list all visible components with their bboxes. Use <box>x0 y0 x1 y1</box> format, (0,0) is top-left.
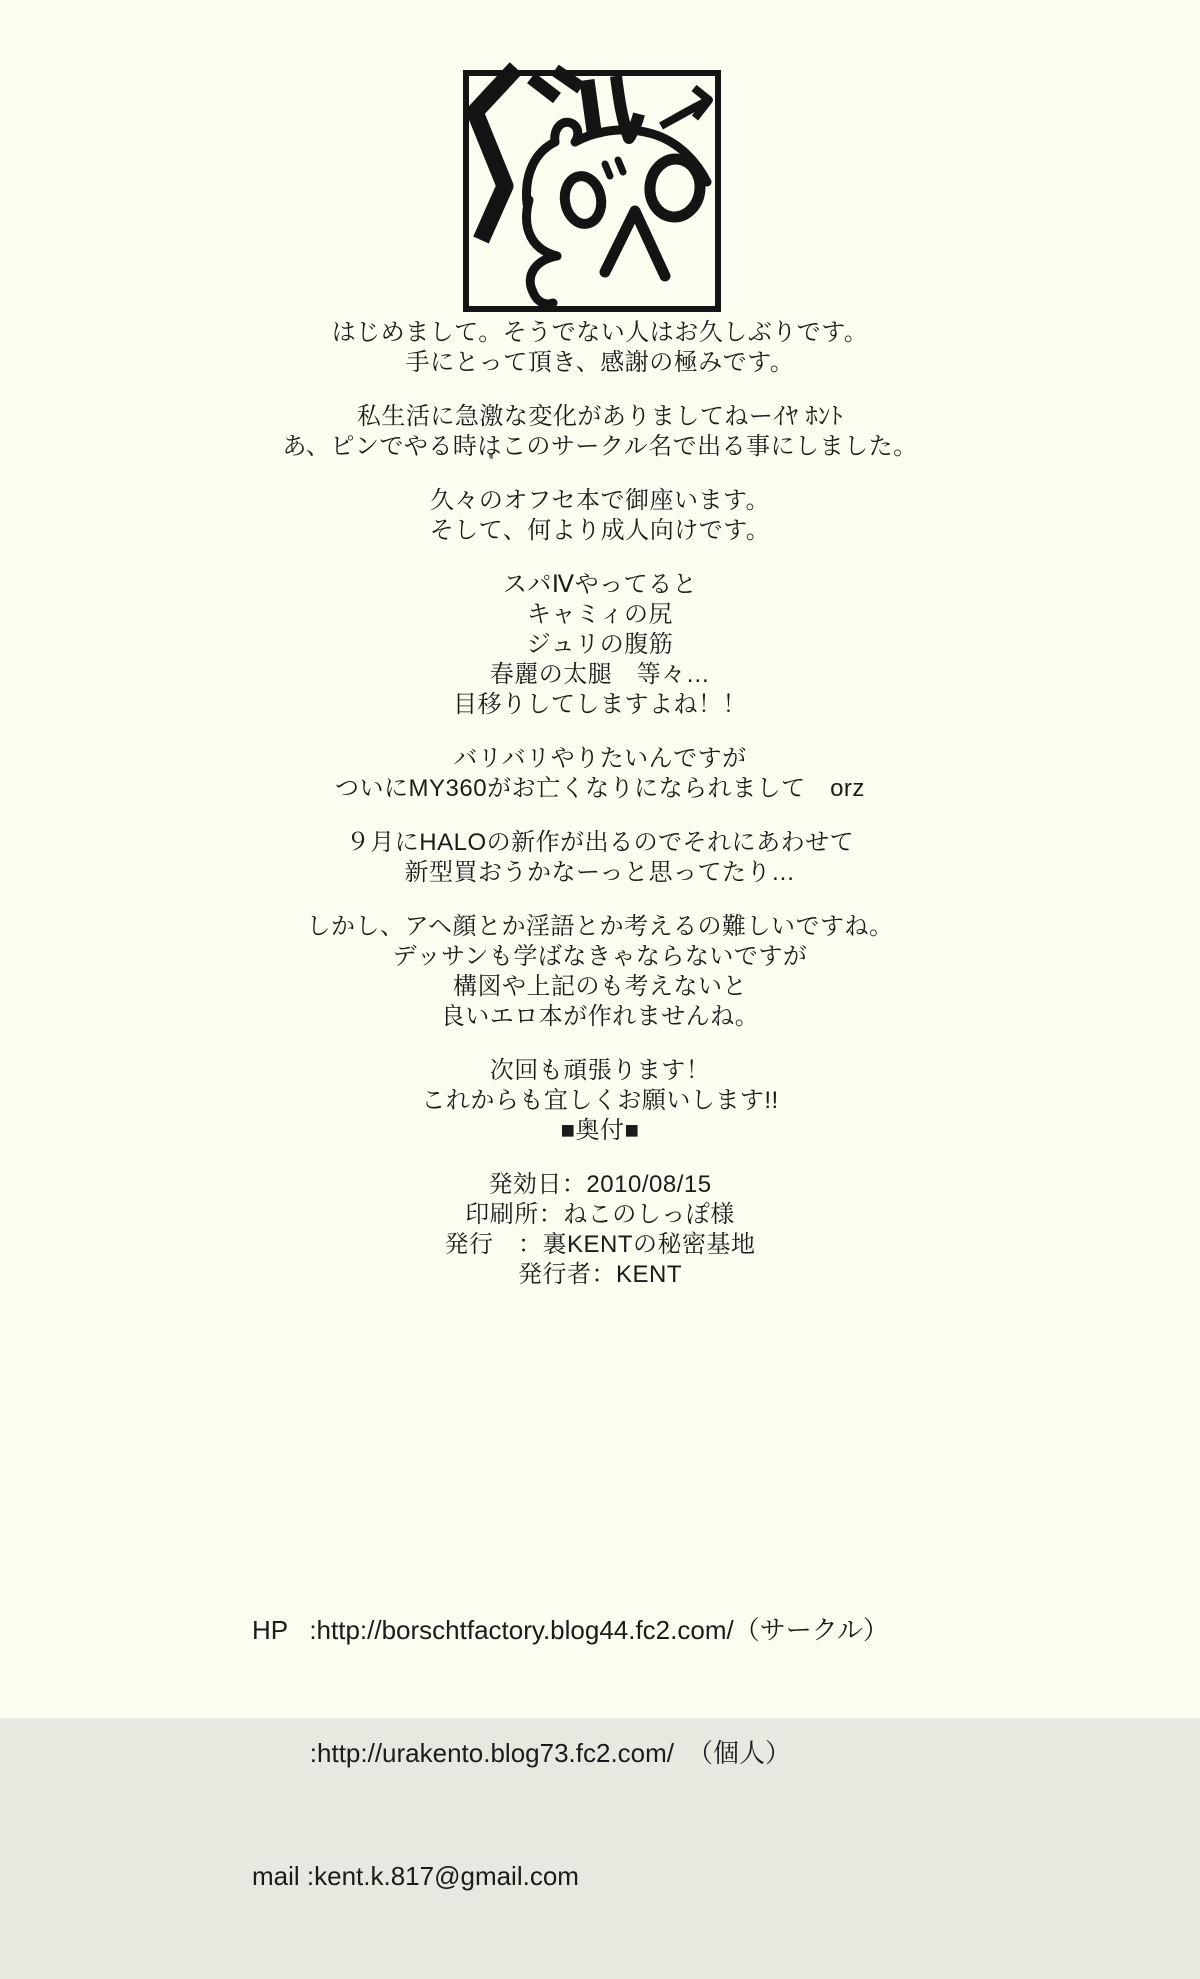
text-line: ついにMY360がお亡くなりになられまして orz <box>335 775 865 802</box>
text-line: 手にとって頂き、感謝の極みです。 <box>405 349 795 376</box>
xbox-section <box>0 744 1200 804</box>
text-line: ジュリの腹筋 <box>526 631 674 658</box>
text-line: 久々のオフセ本で御座います。 <box>429 487 771 514</box>
text-line: ９月にHALOの新作が出るのでそれにあわせて <box>345 829 855 856</box>
colophon-line-date: 発効日：2010/08/15 <box>488 1171 712 1198</box>
text-line: スパⅣやってると <box>502 571 698 598</box>
text-line: デッサンも学ばなきゃならないですが <box>392 943 808 970</box>
footer-line-mail: mail :kent.k.817@gmail.com <box>252 1861 579 1891</box>
colophon-line-publisher-circle: 発行 ：裏KENTの秘密基地 <box>444 1231 756 1258</box>
text-line: そして、何より成人向けです。 <box>429 517 771 544</box>
text-line: しかし、アヘ顔とか淫語とか考えるの難しいですね。 <box>306 913 894 940</box>
text-line: あ、ピンでやる時はこのサークル名で出る事にしました。 <box>282 433 918 460</box>
contact-block <box>0 1528 1200 1979</box>
drawing-struggles-section <box>0 912 1200 1032</box>
colophon-block <box>0 1170 1200 1290</box>
circle-name-section <box>0 402 1200 462</box>
offset-book-section <box>0 486 1200 546</box>
text-line: バリバリやりたいんですが <box>453 745 747 772</box>
text-line: 構図や上記のも考えないと <box>453 973 747 1000</box>
text-line: 新型買おうかなーっと思ってたり… <box>404 859 796 886</box>
text-line: 私生活に急激な変化がありましてねーｲﾔ ﾎﾝﾄ <box>356 403 844 430</box>
text-line: これからも宜しくお願いします!! <box>421 1087 779 1114</box>
colophon-line-printer: 印刷所：ねこのしっぽ様 <box>465 1201 735 1228</box>
text-line: 目移りしてしますよね！！ <box>453 691 747 718</box>
footer-line-personal-url: :http://urakento.blog73.fc2.com/ （個人） <box>252 1738 792 1768</box>
greeting-section <box>0 318 1200 378</box>
text-line: はじめまして。そうでない人はお久しぶりです。 <box>331 319 869 346</box>
text-line: キャミィの尻 <box>526 601 674 628</box>
text-line: 次回も頑張ります！ <box>489 1057 711 1084</box>
text-line: 良いエロ本が作れませんね。 <box>440 1003 760 1030</box>
halo-section <box>0 828 1200 888</box>
colophon-line-author: 発行者：KENT <box>517 1261 682 1288</box>
text-line: 春麗の太腿 等々… <box>489 661 711 688</box>
footer-line-hp-url: HP :http://borschtfactory.blog44.fc2.com/（サークル） <box>252 1615 889 1645</box>
colophon-title: ■奥付■ <box>560 1117 640 1144</box>
closing-section <box>0 1056 1200 1116</box>
street-fighter-section <box>0 570 1200 720</box>
